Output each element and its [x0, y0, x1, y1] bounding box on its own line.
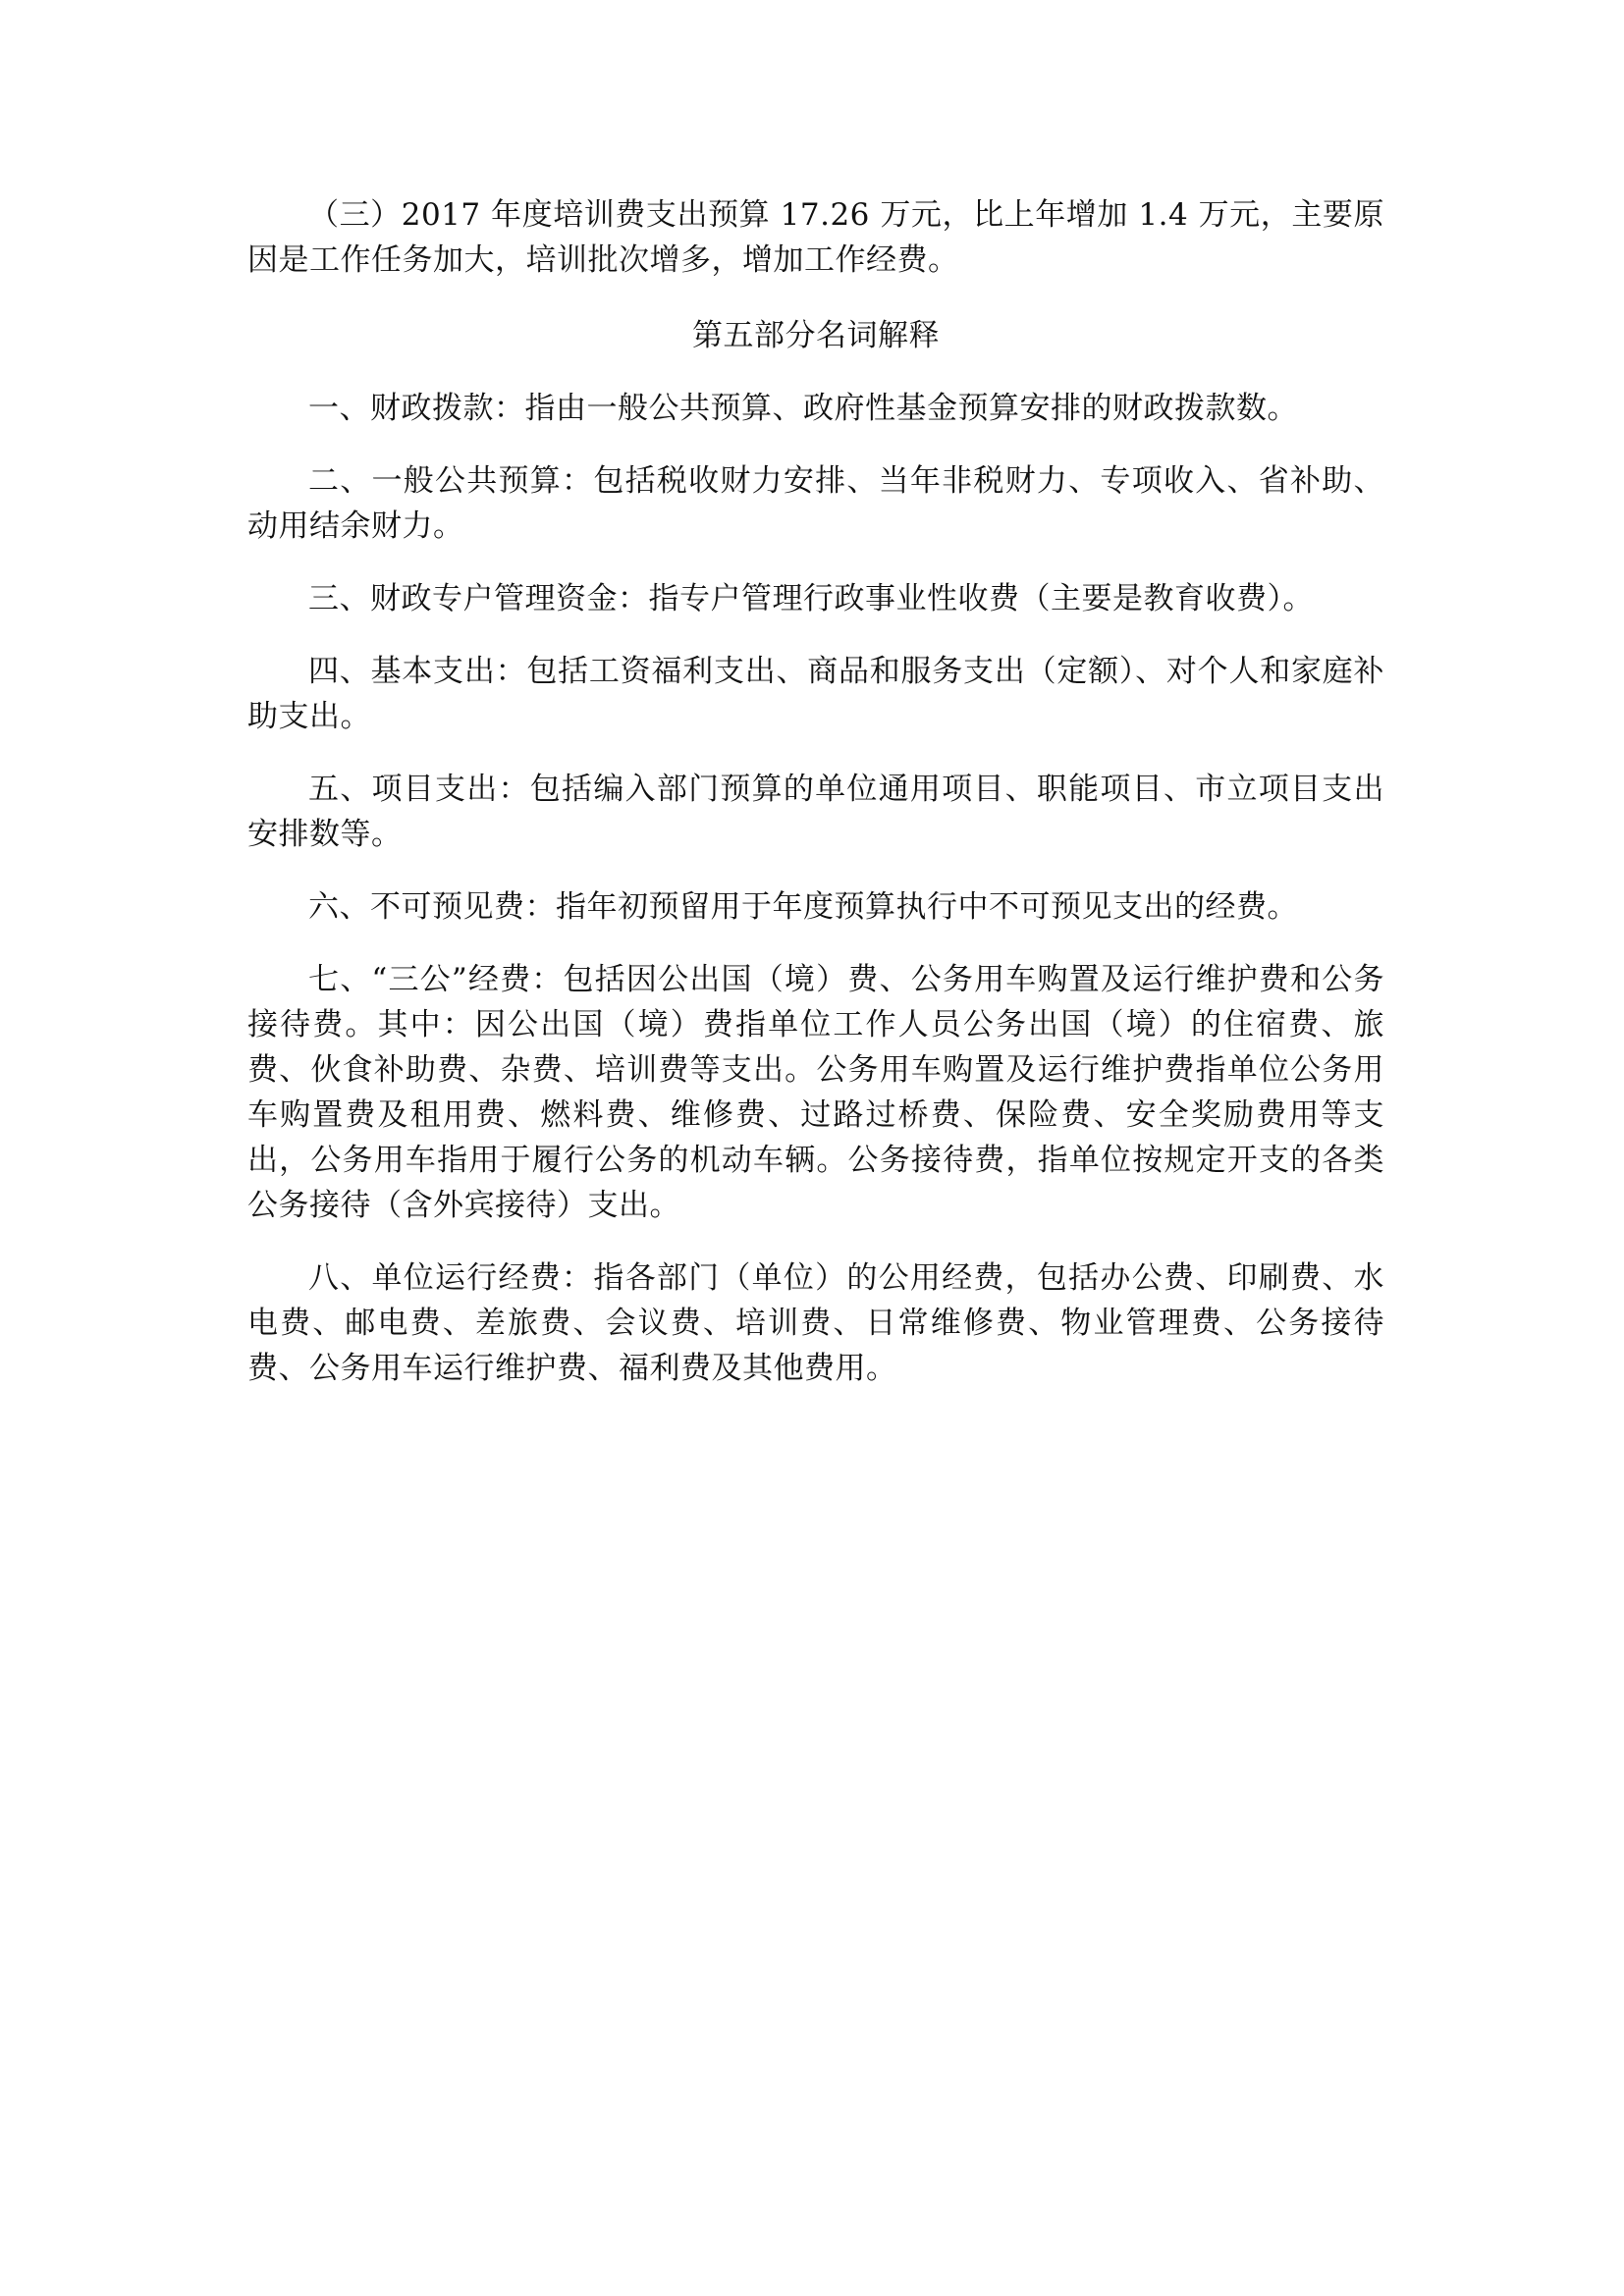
definition-project-expenditure: 五、项目支出：包括编入部门预算的单位通用项目、职能项目、市立项目支出安排数等。: [247, 772, 1384, 852]
document-body: [247, 192, 1384, 1391]
definition-three-public-expenses: 七、“三公”经费：包括因公出国（境）费、公务用车购置及运行维护费和公务接待费。其中：因公出国（境）费指单位工作人员公务出国（境）的住宿费、旅费、伙食补助费、杂费、培训费等支出。公务用车购置及运行维护费指单位公务用车购置费及租用费、燃料费、维修费、过路过桥费、保险费、安全奖励费用等支出，公务用车指用于履行公务的机动车辆。公务接待费，指单位按规定开支的各类公务接待（含外宾接待）支出。: [247, 962, 1384, 1223]
definition-general-public-budget: 二、一般公共预算：包括税收财力安排、当年非税财力、专项收入、省补助、动用结余财力。: [247, 463, 1384, 544]
definition-unit-operating-expenses: 八、单位运行经费：指各部门（单位）的公用经费，包括办公费、印刷费、水电费、邮电费、差旅费、会议费、培训费、日常维修费、物业管理费、公务接待费、公务用车运行维护费、福利费及其他费用。: [247, 1260, 1384, 1386]
definition-contingency-fee: 六、不可预见费：指年初预留用于年度预算执行中不可预见支出的经费。: [308, 889, 1298, 925]
training-budget-paragraph: （三）2017 年度培训费支出预算 17.26 万元，比上年增加 1.4 万元，主要原因是工作任务加大，培训批次增多，增加工作经费。: [247, 197, 1384, 278]
section-title: 第五部分名词解释: [692, 318, 940, 353]
definition-special-account-funds: 三、财政专户管理资金：指专户管理行政事业性收费（主要是教育收费）。: [308, 581, 1314, 616]
definition-basic-expenditure: 四、基本支出：包括工资福利支出、商品和服务支出（定额）、对个人和家庭补助支出。: [247, 654, 1384, 734]
definition-fiscal-appropriation: 一、财政拨款：指由一般公共预算、政府性基金预算安排的财政拨款数。: [308, 391, 1298, 426]
